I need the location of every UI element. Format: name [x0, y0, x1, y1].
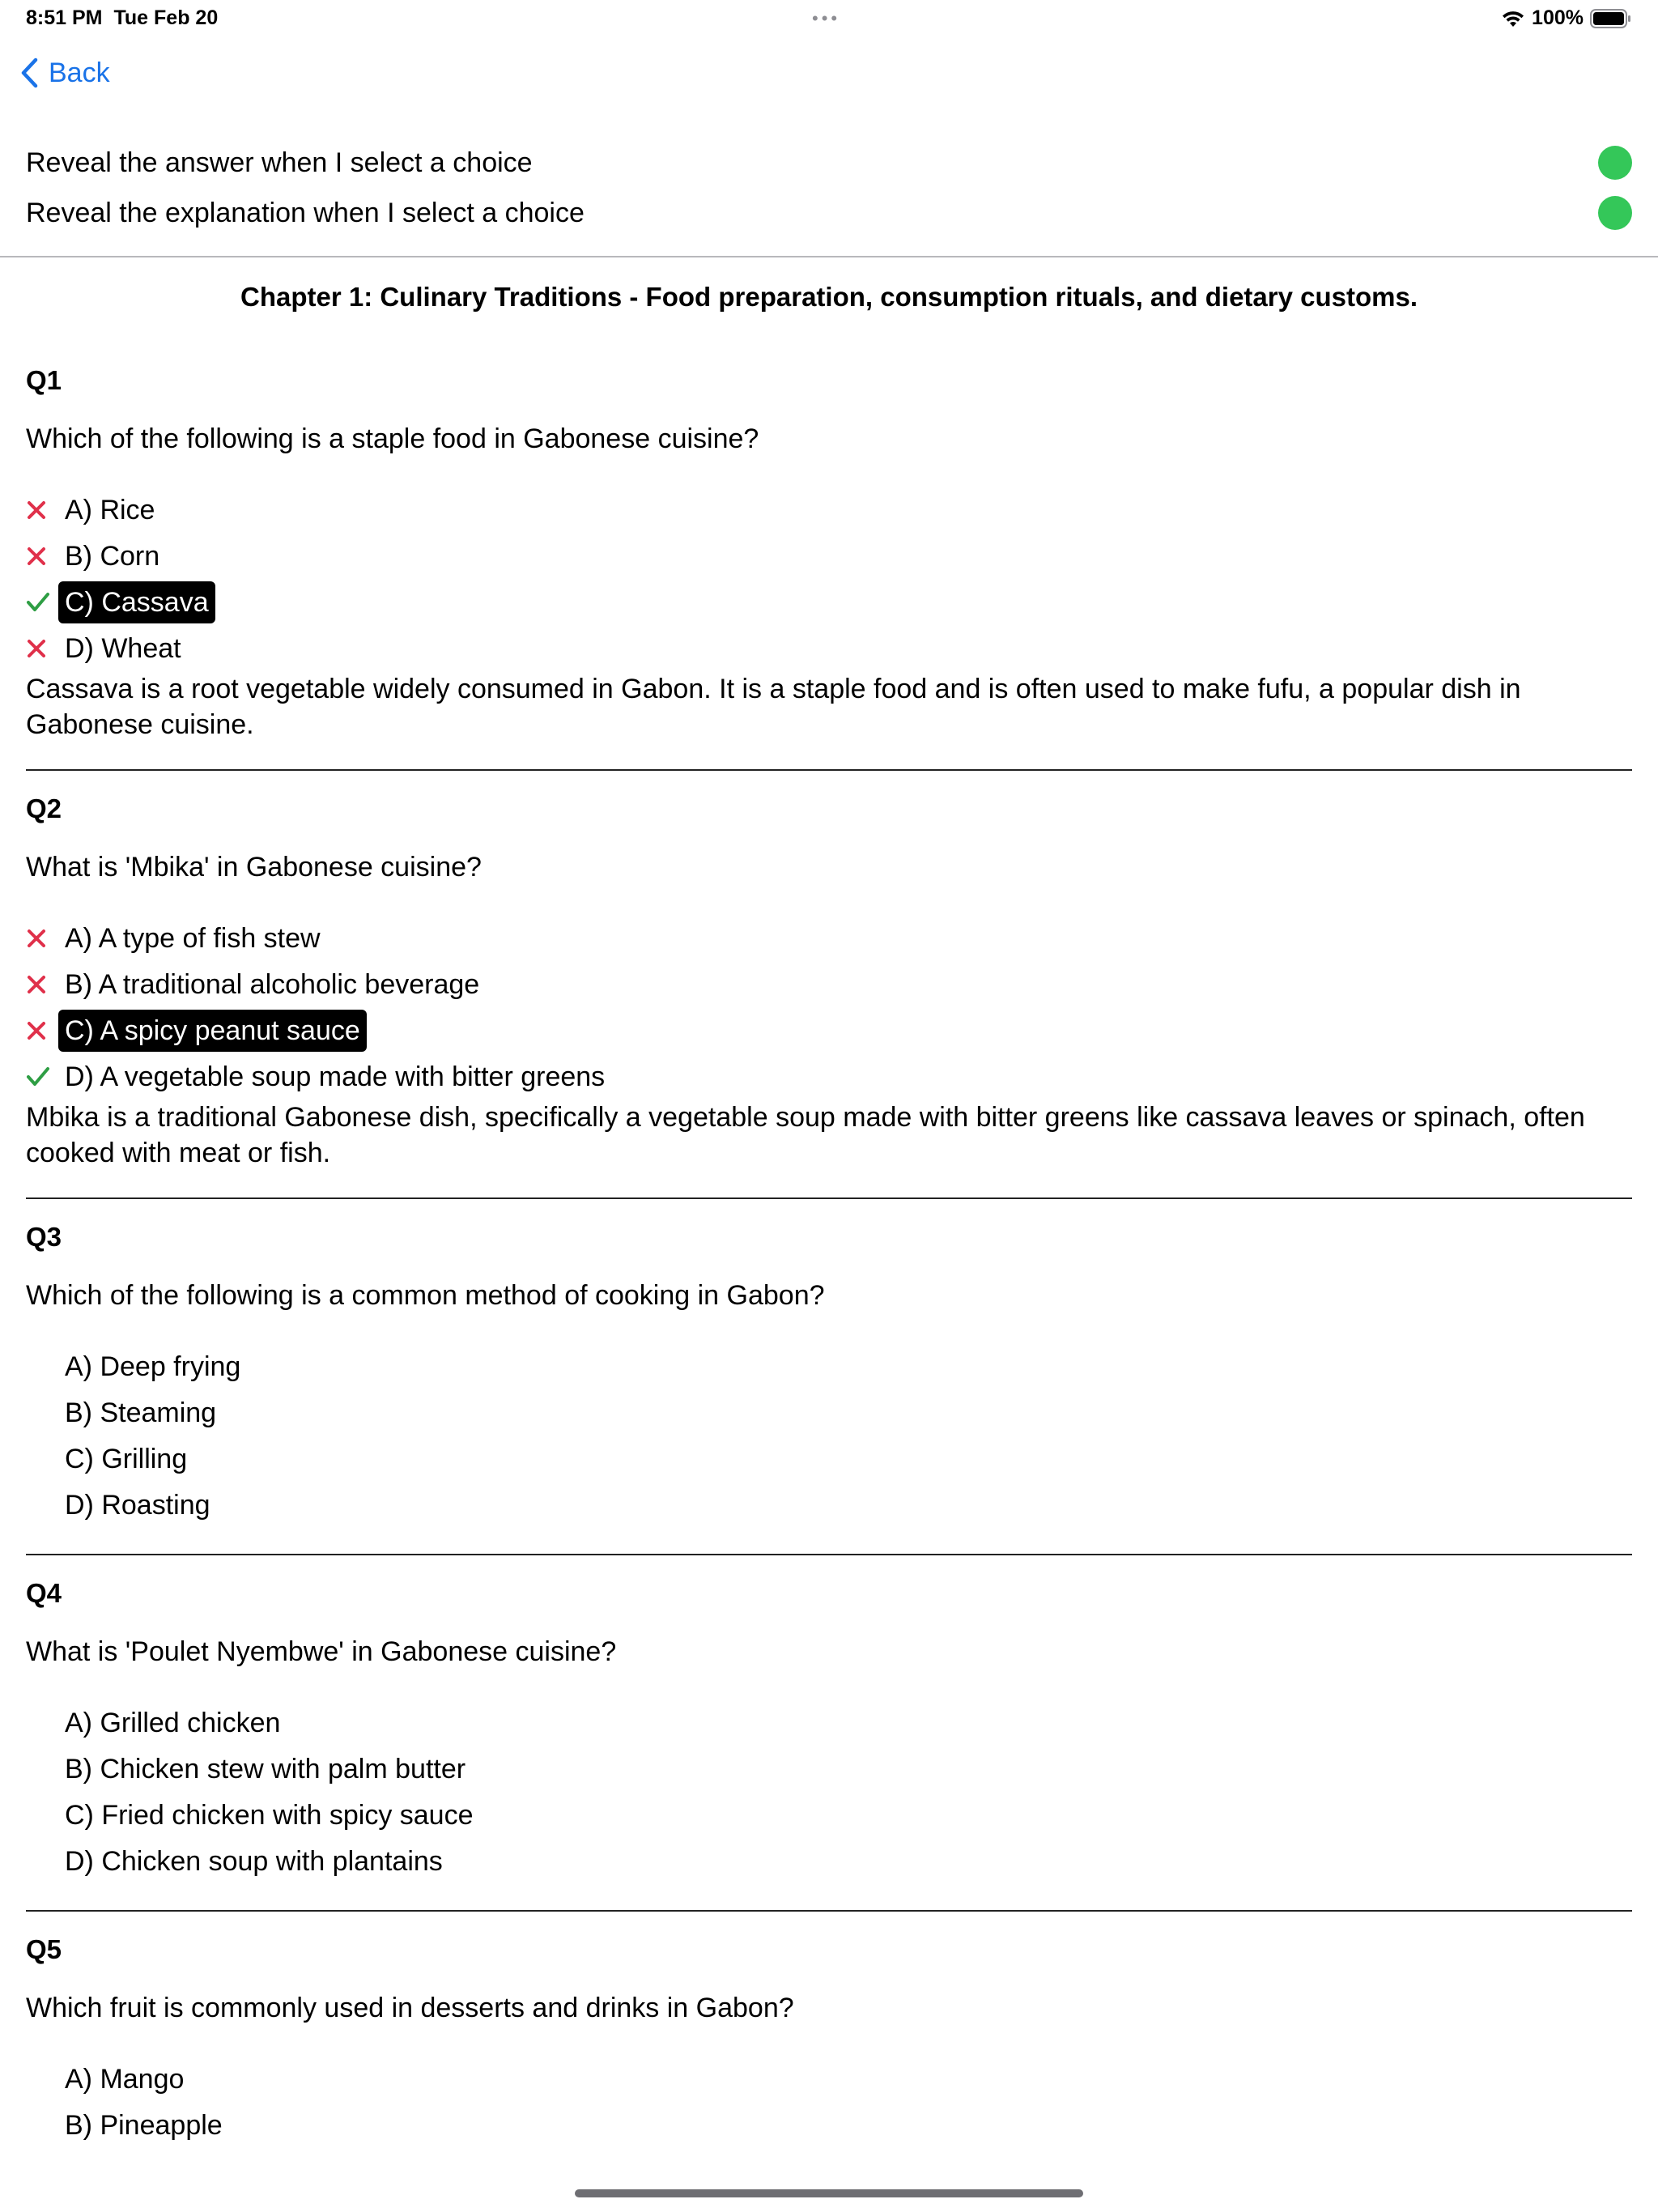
choice-mark-empty — [26, 2104, 60, 2147]
choice-label: B) Corn — [65, 541, 160, 572]
choice-d[interactable] — [26, 1840, 449, 1883]
question-3 — [26, 1222, 1632, 1529]
choice-c[interactable] — [26, 1437, 193, 1481]
choice-label: D) Wheat — [65, 633, 181, 664]
multitasking-dots-icon[interactable]: ••• — [812, 8, 841, 28]
wrong-icon — [26, 963, 60, 1006]
choice-mark-empty — [26, 1391, 60, 1435]
choice-label: C) Grilling — [65, 1444, 188, 1474]
explanation-text: Cassava is a root vegetable widely consumed in Gabon. It is a staple food and is often used to make fufu, a popular dish in Gabonese cuisine. — [26, 674, 1521, 740]
choice-label: D) Roasting — [65, 1490, 210, 1521]
correct-icon — [26, 1055, 60, 1099]
explanation-text: Mbika is a traditional Gabonese dish, specifically a vegetable soup made with bitter greens like cassava leaves or spinach, often cooked with meat or fish. — [26, 1102, 1585, 1168]
choice-mark-empty — [26, 1483, 60, 1527]
setting-label: Reveal the explanation when I select a choice — [26, 197, 585, 228]
reveal-explanation-toggle[interactable] — [1598, 196, 1632, 230]
choice-b[interactable] — [26, 1747, 472, 1791]
question-number: Q3 — [26, 1222, 62, 1252]
choice-mark-empty — [26, 1747, 60, 1791]
status-bar — [0, 0, 1658, 39]
choice-c[interactable] — [26, 1009, 367, 1053]
wrong-icon — [26, 627, 60, 670]
question-text: Which of the following is a staple food in Gabonese cuisine? — [26, 423, 759, 454]
home-indicator[interactable] — [575, 2189, 1083, 2197]
choice-label: C) Fried chicken with spicy sauce — [65, 1800, 474, 1831]
question-1 — [26, 365, 1632, 740]
back-button[interactable] — [19, 57, 110, 89]
choice-a[interactable] — [26, 1701, 287, 1745]
battery-icon — [1590, 9, 1632, 28]
question-number: Q2 — [26, 793, 62, 823]
divider — [26, 769, 1632, 771]
setting-reveal-answer — [26, 143, 1632, 183]
choice-label: B) Steaming — [65, 1397, 217, 1428]
battery-percent: 100% — [1532, 6, 1584, 29]
choice-label: A) Mango — [65, 2064, 185, 2095]
choice-mark-empty — [26, 2057, 60, 2101]
choice-d[interactable] — [26, 627, 188, 670]
question-text: Which of the following is a common method of cooking in Gabon? — [26, 1280, 825, 1311]
choice-c[interactable] — [26, 581, 215, 624]
chevron-left-icon — [19, 57, 39, 89]
divider — [26, 1910, 1632, 1912]
divider — [26, 1197, 1632, 1199]
settings-panel — [0, 138, 1658, 257]
quiz-content[interactable] — [0, 256, 1658, 2167]
choice-label: A) Rice — [65, 495, 155, 525]
status-date: Tue Feb 20 — [113, 6, 219, 29]
choice-c[interactable] — [26, 1793, 480, 1837]
choice-b[interactable] — [26, 2104, 229, 2147]
wrong-icon — [26, 534, 60, 578]
choice-a[interactable] — [26, 488, 161, 532]
navigation-bar — [0, 57, 486, 102]
choice-d[interactable] — [26, 1055, 611, 1099]
question-number: Q1 — [26, 365, 62, 395]
question-2 — [26, 793, 1632, 1168]
choice-mark-empty — [26, 1437, 60, 1481]
choice-mark-empty — [26, 1701, 60, 1745]
question-text: Which fruit is commonly used in desserts and drinks in Gabon? — [26, 1993, 794, 2023]
setting-reveal-explanation — [26, 193, 1632, 233]
question-text: What is 'Mbika' in Gabonese cuisine? — [26, 852, 482, 883]
back-label: Back — [49, 57, 110, 88]
setting-label: Reveal the answer when I select a choice — [26, 147, 533, 178]
choice-label-selected: C) Cassava — [58, 581, 215, 623]
divider — [26, 1554, 1632, 1555]
choice-d[interactable] — [26, 1483, 217, 1527]
question-4 — [26, 1578, 1632, 1886]
question-number: Q5 — [26, 1934, 62, 1964]
choice-label: A) Deep frying — [65, 1351, 241, 1382]
wrong-icon — [26, 917, 60, 960]
chapter-title: Chapter 1: Culinary Traditions - Food preparation, consumption rituals, and dietary customs. — [240, 282, 1418, 312]
question-text: What is 'Poulet Nyembwe' in Gabonese cuisine? — [26, 1636, 617, 1667]
choice-b[interactable] — [26, 1391, 223, 1435]
correct-icon — [26, 581, 60, 624]
wrong-icon — [26, 1009, 60, 1053]
status-time-text: 8:51 PM — [26, 6, 103, 29]
choice-mark-empty — [26, 1840, 60, 1883]
wrong-icon — [26, 488, 60, 532]
status-indicators — [1501, 6, 1632, 30]
choice-mark-empty — [26, 1793, 60, 1837]
choice-mark-empty — [26, 1345, 60, 1389]
choice-label: B) Pineapple — [65, 2110, 223, 2141]
reveal-answer-toggle[interactable] — [1598, 146, 1632, 180]
choice-label: D) A vegetable soup made with bitter greens — [65, 1061, 606, 1092]
choice-label-selected: C) A spicy peanut sauce — [58, 1010, 367, 1052]
choice-label: A) Grilled chicken — [65, 1708, 281, 1738]
choice-label: B) Chicken stew with palm butter — [65, 1754, 466, 1784]
choice-a[interactable] — [26, 917, 327, 960]
choice-a[interactable] — [26, 2057, 190, 2101]
choice-label: A) A type of fish stew — [65, 923, 321, 954]
choice-label: D) Chicken soup with plantains — [65, 1846, 443, 1877]
wifi-icon — [1501, 9, 1525, 28]
choice-a[interactable] — [26, 1345, 247, 1389]
question-number: Q4 — [26, 1578, 62, 1608]
choice-label: B) A traditional alcoholic beverage — [65, 969, 480, 1000]
status-time — [26, 6, 218, 30]
question-5 — [26, 1934, 1632, 2161]
choice-b[interactable] — [26, 963, 486, 1006]
choice-b[interactable] — [26, 534, 166, 578]
